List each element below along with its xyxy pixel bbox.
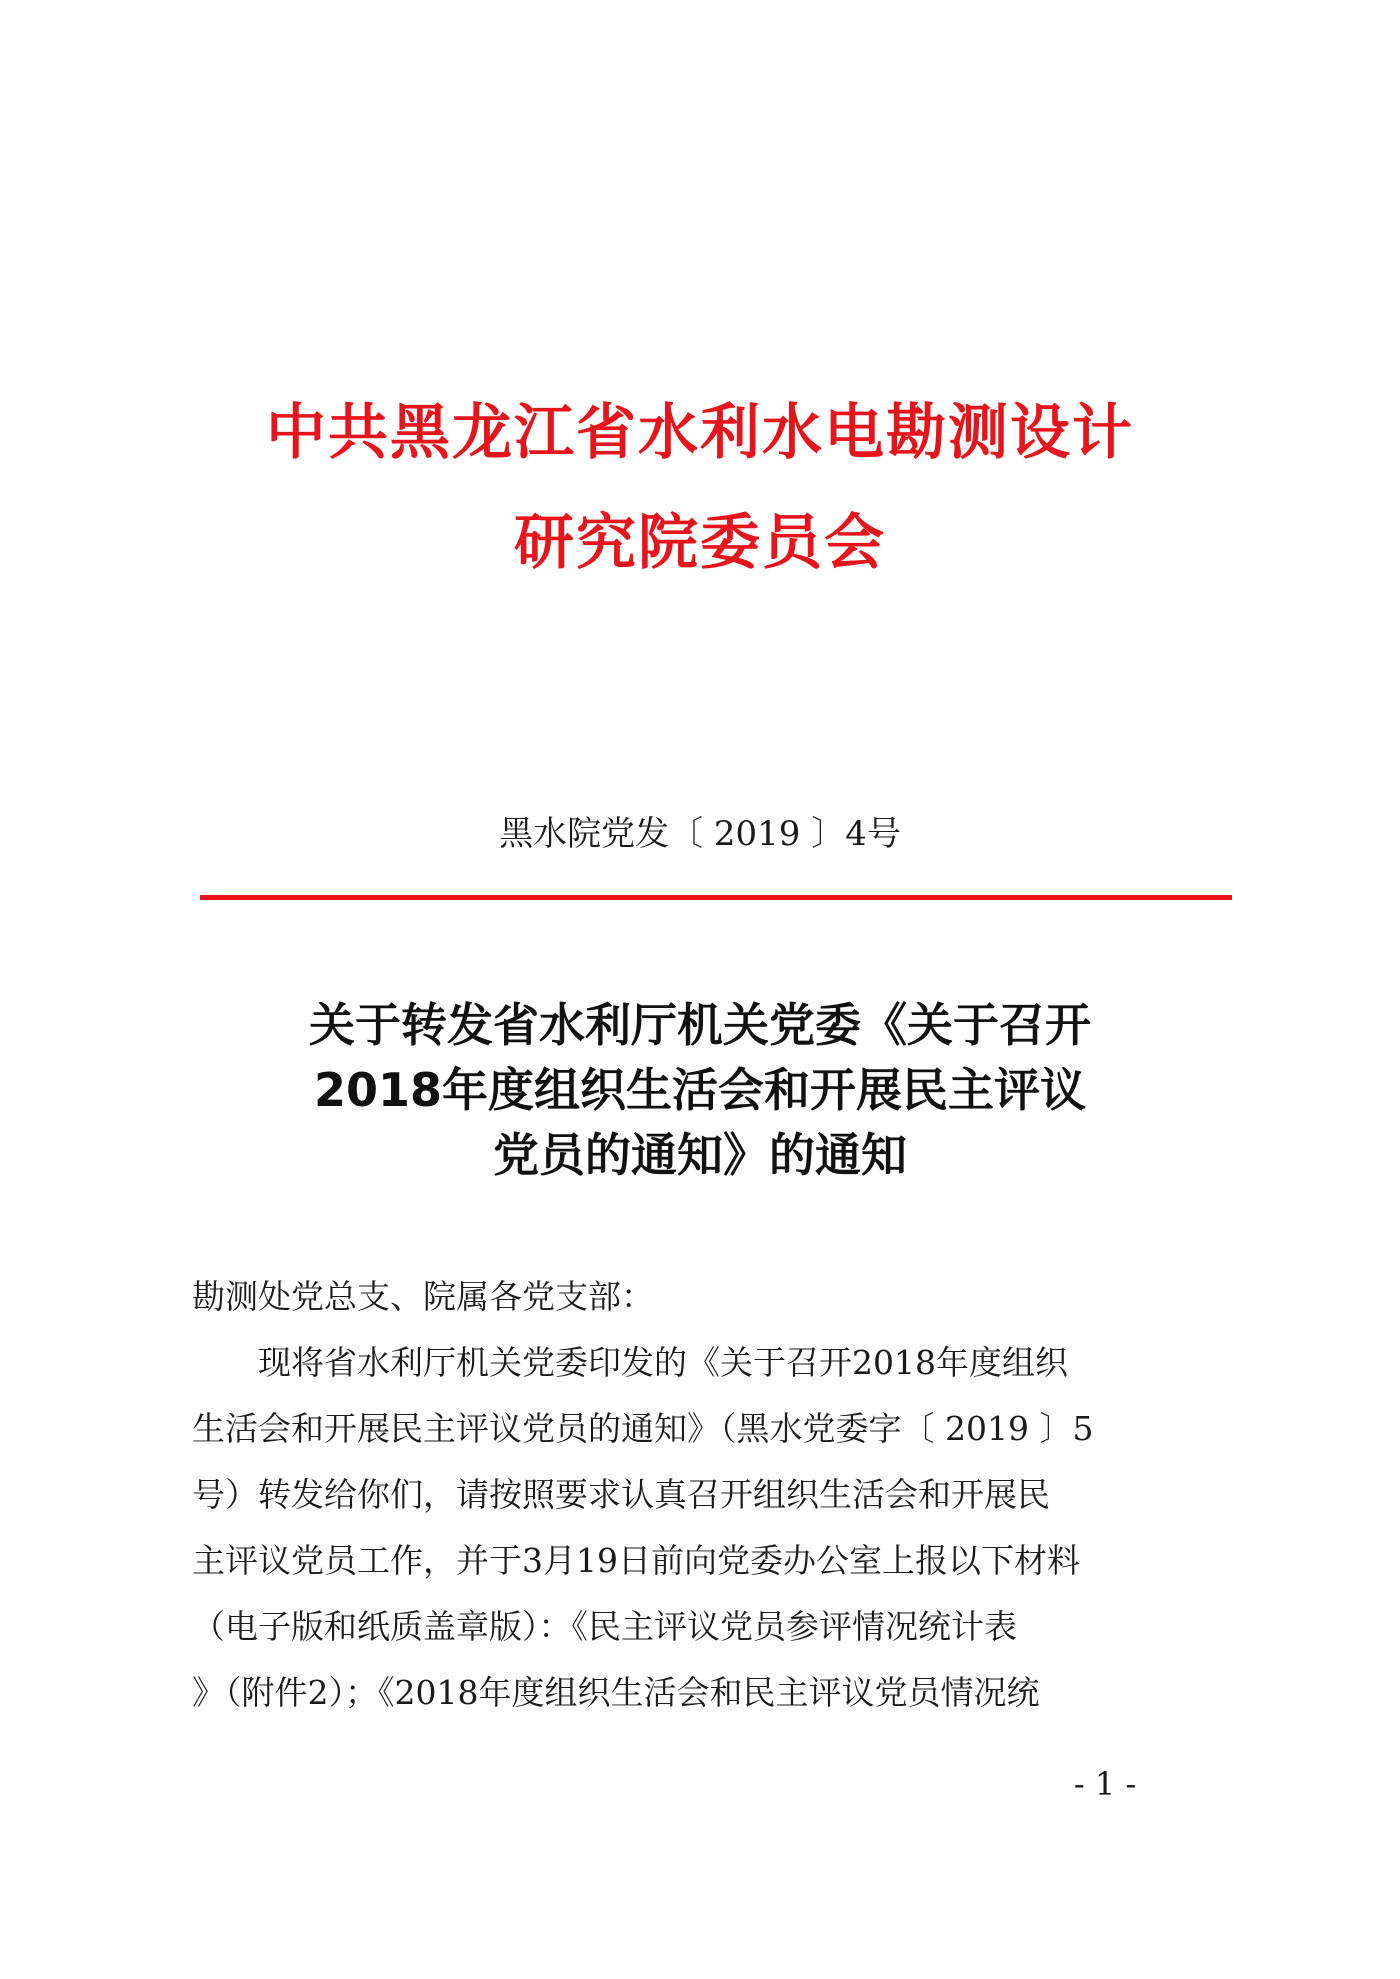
org-title-line-2: 研究院委员会 <box>514 508 886 578</box>
salutation: 勘测处党总支、院属各党支部： <box>192 1277 654 1316</box>
page-number: - 1 - <box>1073 1765 1137 1803</box>
notice-title-line-1: 关于转发省水利厅机关党委《关于召开 <box>309 998 1091 1052</box>
notice-title-line-2: 2018年度组织生活会和开展民主评议 <box>313 1063 1087 1117</box>
header-red-divider <box>200 895 1232 900</box>
paragraph-line: 主评议党员工作，并于3月19日前向党委办公室上报以下材料 <box>192 1541 1080 1580</box>
org-title-line-1: 中共黑龙江省水利水电勘测设计 <box>266 398 1134 468</box>
notice-title-line-3: 党员的通知》的通知 <box>493 1128 907 1182</box>
document-number: 黑水院党发〔 2019 〕4号 <box>499 814 901 854</box>
paragraph-line: 现将省水利厅机关党委印发的《关于召开2018年度组织 <box>258 1343 1068 1382</box>
paragraph-line: 生活会和开展民主评议党员的通知》（黑水党委字〔 2019 〕5 <box>192 1409 1094 1448</box>
paragraph-line: 》（附件2）；《2018年度组织生活会和民主评议党员情况统 <box>192 1673 1040 1712</box>
paragraph-line: （电子版和纸质盖章版）：《民主评议党员参评情况统计表 <box>192 1607 1017 1646</box>
paragraph-line: 号）转发给你们，请按照要求认真召开组织生活会和开展民 <box>192 1475 1050 1514</box>
